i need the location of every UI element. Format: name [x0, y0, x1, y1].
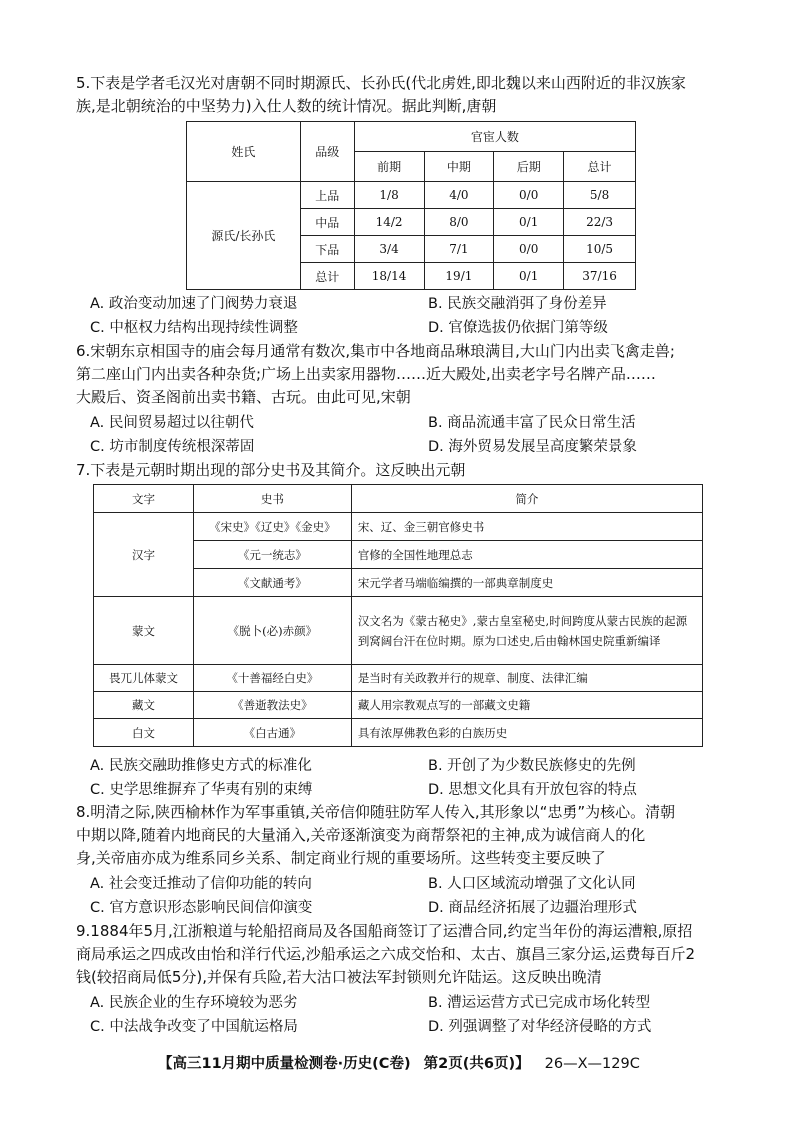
footer-code: 26—X—129C [544, 1056, 640, 1072]
q6-line-2: 第二座山门内出卖各种杂货;广场上出卖家用器物……近大殿处,出卖老字号名牌产品…… [76, 365, 656, 383]
q7-book-cell: 《十善福经白史》 [193, 665, 351, 692]
q5-value-cell: 4/0 [424, 182, 494, 209]
q5-surname-cell: 源氏/长孙氏 [187, 182, 301, 290]
q5-value-cell: 3/4 [354, 236, 424, 263]
q7-script-cell: 汉字 [94, 513, 194, 597]
q7-intro-cell: 具有浓厚佛教色彩的白族历史 [351, 719, 702, 747]
q5-header-surname: 姓氏 [187, 122, 301, 182]
q7-option-c[interactable]: C. 史学思维摒弃了华夷有别的束缚 [90, 782, 313, 798]
q5-header-late: 后期 [494, 152, 564, 182]
question-9-stem [76, 920, 716, 989]
q9-line-3: 钱(较招商局低5分),并保有兵险,若大沽口被法军封锁则允许陆运。这反映出晚清 [76, 968, 602, 986]
q5-value-cell: 5/8 [564, 182, 636, 209]
q5-value-cell: 1/8 [354, 182, 424, 209]
q7-intro-cell: 藏人用宗教观点写的一部藏文史籍 [351, 692, 702, 719]
q5-header-early: 前期 [354, 152, 424, 182]
q7-header-script: 文字 [94, 485, 194, 513]
q7-intro-cell: 宋元学者马端临编撰的一部典章制度史 [351, 569, 702, 597]
question-6-stem [76, 340, 716, 409]
q8-line-3: 身,关帝庙亦成为维系同乡关系、制定商业行规的重要场所。这些转变主要反映了 [76, 849, 606, 867]
q5-rank-cell: 下品 [300, 236, 354, 263]
page-footer [158, 1052, 758, 1073]
q6-option-d[interactable]: D. 海外贸易发展呈高度繁荣景象 [428, 439, 637, 455]
footer-page: 第2页(共6页)】 [423, 1056, 530, 1072]
q7-script-cell: 藏文 [94, 692, 194, 719]
q9-line-2: 商局承运之四成改由怡和洋行代运,沙船承运之六成交怡和、太古、旗昌三家分运,运费每百斤2 [76, 945, 696, 963]
q5-value-cell: 19/1 [424, 263, 494, 290]
q7-book-cell: 《宋史》《辽史》《金史》 [193, 513, 351, 541]
q7-book-cell: 《善逝教法史》 [193, 692, 351, 719]
q7-option-d[interactable]: D. 思想文化具有开放包容的特点 [428, 782, 637, 798]
q7-script-cell: 蒙文 [94, 597, 194, 665]
q7-intro-cell: 官修的全国性地理总志 [351, 541, 702, 569]
q5-options [90, 292, 690, 340]
q6-option-b[interactable]: B. 商品流通丰富了民众日常生活 [428, 415, 636, 431]
q7-book-cell: 《元一统志》 [193, 541, 351, 569]
q8-line-1: 8.明清之际,陕西榆林作为军事重镇,关帝信仰随驻防军人传入,其形象以“忠勇”为核心。清朝 [76, 803, 676, 821]
q7-book-cell: 《文献通考》 [193, 569, 351, 597]
q7-book-cell: 《白古通》 [193, 719, 351, 747]
q5-value-cell: 37/16 [564, 263, 636, 290]
q5-rank-cell: 中品 [300, 209, 354, 236]
q5-table [186, 121, 636, 290]
q5-option-c[interactable]: C. 中枢权力结构出现持续性调整 [90, 320, 298, 336]
q7-option-b[interactable]: B. 开创了为少数民族修史的先例 [428, 758, 636, 774]
q8-option-b[interactable]: B. 人口区域流动增强了文化认同 [428, 876, 636, 892]
q5-header-total: 总计 [564, 152, 636, 182]
question-5-stem [76, 72, 716, 118]
q5-value-cell: 10/5 [564, 236, 636, 263]
q7-header-book: 史书 [193, 485, 351, 513]
q7-table [93, 484, 703, 747]
q5-value-cell: 7/1 [424, 236, 494, 263]
q7-script-cell: 畏兀儿体蒙文 [94, 665, 194, 692]
q8-option-d[interactable]: D. 商品经济拓展了边疆治理形式 [428, 900, 637, 916]
q5-header-officials: 官宦人数 [354, 122, 635, 152]
q7-script-cell: 白文 [94, 719, 194, 747]
q7-header-intro: 简介 [351, 485, 702, 513]
q9-option-a[interactable]: A. 民族企业的生存环境较为恶劣 [90, 995, 298, 1011]
q9-options [90, 991, 690, 1039]
q8-options [90, 872, 690, 920]
q5-header-rank: 品级 [300, 122, 354, 182]
q7-option-a[interactable]: A. 民族交融助推修史方式的标准化 [90, 758, 312, 774]
q5-value-cell: 8/0 [424, 209, 494, 236]
question-8-stem [76, 801, 716, 870]
q5-line-2: 族,是北朝统治的中坚势力)入仕人数的统计情况。据此判断,唐朝 [76, 97, 497, 115]
q5-value-cell: 18/14 [354, 263, 424, 290]
q5-value-cell: 14/2 [354, 209, 424, 236]
q5-value-cell: 0/1 [494, 263, 564, 290]
q5-value-cell: 0/1 [494, 209, 564, 236]
q5-option-a[interactable]: A. 政治变动加速了门阀势力衰退 [90, 296, 298, 312]
q5-option-b[interactable]: B. 民族交融消弭了身份差异 [428, 296, 607, 312]
q7-options [90, 754, 690, 802]
q9-line-1: 9.1884年5月,江浙粮道与轮船招商局及各国船商签订了运漕合同,约定当年份的海运漕粮,原招 [76, 922, 693, 940]
q7-book-cell: 《脱卜(必)赤颜》 [193, 597, 351, 665]
q7-intro-cell: 汉文名为《蒙古秘史》,蒙古皇室秘史,时间跨度从蒙古民族的起源到窝阔台汗在位时期。原为口述史,后由翰林国史院重新编译 [351, 597, 702, 665]
q8-line-2: 中期以降,随着内地商民的大量涌入,关帝逐渐演变为商帮祭祀的主神,成为诚信商人的化 [76, 826, 646, 844]
q5-value-cell: 22/3 [564, 209, 636, 236]
q8-option-a[interactable]: A. 社会变迁推动了信仰功能的转向 [90, 876, 312, 892]
q9-option-d[interactable]: D. 列强调整了对华经济侵略的方式 [428, 1019, 652, 1035]
q7-intro-cell: 宋、辽、金三朝官修史书 [351, 513, 702, 541]
q6-option-a[interactable]: A. 民间贸易超过以往朝代 [90, 415, 254, 431]
footer-title: 【高三11月期中质量检测卷·历史(C卷) [158, 1056, 411, 1072]
q5-value-cell: 0/0 [494, 182, 564, 209]
q5-option-d[interactable]: D. 官僚选拔仍依据门第等级 [428, 320, 608, 336]
question-7-stem [76, 459, 716, 482]
q5-rank-cell: 上品 [300, 182, 354, 209]
q5-value-cell: 0/0 [494, 236, 564, 263]
q6-line-3: 大殿后、资圣阁前出卖书籍、古玩。由此可见,宋朝 [76, 388, 411, 406]
q8-option-c[interactable]: C. 官方意识形态影响民间信仰演变 [90, 900, 313, 916]
q9-option-c[interactable]: C. 中法战争改变了中国航运格局 [90, 1019, 298, 1035]
q6-line-1: 6.宋朝东京相国寺的庙会每月通常有数次,集市中各地商品琳琅满目,大山门内出卖飞禽走兽; [76, 342, 675, 360]
q6-options [90, 411, 690, 459]
q5-rank-cell: 总计 [300, 263, 354, 290]
q9-option-b[interactable]: B. 漕运运营方式已完成市场化转型 [428, 995, 651, 1011]
q5-header-middle: 中期 [424, 152, 494, 182]
q6-option-c[interactable]: C. 坊市制度传统根深蒂固 [90, 439, 255, 455]
q7-line-1: 7.下表是元朝时期出现的部分史书及其简介。这反映出元朝 [76, 461, 466, 479]
q5-line-1: 5.下表是学者毛汉光对唐朝不同时期源氏、长孙氏(代北虏姓,即北魏以来山西附近的非汉族家 [76, 74, 686, 92]
q7-intro-cell: 是当时有关政教并行的规章、制度、法律汇编 [351, 665, 702, 692]
